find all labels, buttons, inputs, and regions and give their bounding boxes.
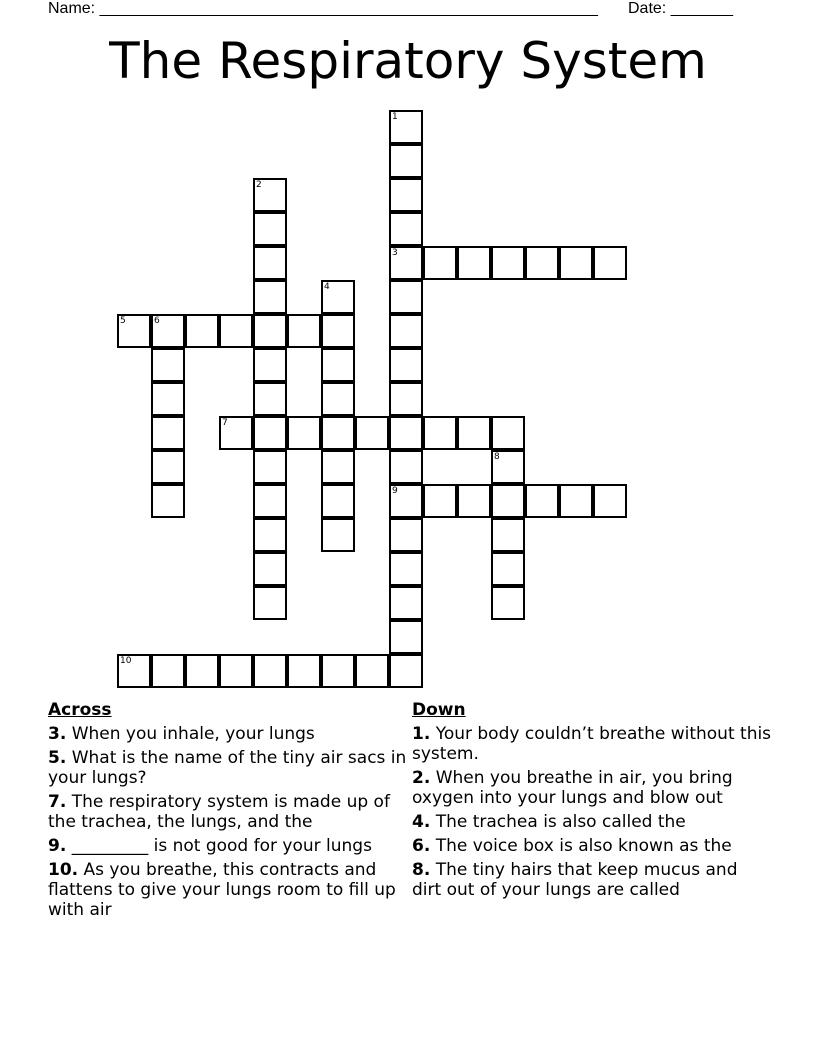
grid-cell[interactable] [253,552,287,586]
grid-cell[interactable] [423,246,457,280]
grid-cell[interactable] [219,314,253,348]
grid-cell[interactable] [219,416,253,450]
grid-cell[interactable] [355,416,389,450]
clue-number: 8. [412,860,431,880]
grid-cell[interactable] [321,518,355,552]
grid-cell[interactable] [389,552,423,586]
grid-cell[interactable] [491,416,525,450]
grid-cell[interactable] [559,484,593,518]
grid-cell[interactable] [559,246,593,280]
grid-cell[interactable] [151,382,185,416]
across-clue [48,836,408,856]
grid-cell[interactable] [321,416,355,450]
grid-cell[interactable] [151,654,185,688]
grid-cell[interactable] [219,654,253,688]
grid-cell[interactable] [491,518,525,552]
clue-text: The respiratory system is made up of the trachea, the lungs, and the [48,792,390,832]
grid-cell[interactable] [321,314,355,348]
clue-text: What is the name of the tiny air sacs in your lungs? [48,748,407,788]
grid-cell[interactable] [389,484,423,518]
clue-number: 3 [392,248,398,258]
grid-cell[interactable] [389,518,423,552]
clue-number: 7 [222,418,228,428]
grid-cell[interactable] [151,416,185,450]
clue-number: 10. [48,860,79,880]
across-heading: Across [48,700,112,720]
grid-cell[interactable] [491,552,525,586]
grid-cell[interactable] [491,450,525,484]
grid-cell[interactable] [525,246,559,280]
down-clue [412,860,772,900]
clue-text: _________ is not good for your lungs [66,836,372,856]
grid-cell[interactable] [389,416,423,450]
grid-cell[interactable] [253,348,287,382]
grid-cell[interactable] [457,484,491,518]
clue-number: 9. [48,836,67,856]
clue-number: 6. [412,836,431,856]
grid-cell[interactable] [389,280,423,314]
grid-cell[interactable] [253,212,287,246]
clue-number: 8 [494,452,500,462]
grid-cell[interactable] [151,450,185,484]
date-field-label: Date: _______ [628,0,733,17]
clue-text: When you breathe in air, you bring oxygen into your lungs and blow out [412,768,733,808]
grid-cell[interactable] [253,280,287,314]
grid-cell[interactable] [321,348,355,382]
grid-cell[interactable] [151,484,185,518]
grid-cell[interactable] [287,654,321,688]
grid-cell[interactable] [253,416,287,450]
grid-cell[interactable] [423,484,457,518]
grid-cell[interactable] [491,246,525,280]
grid-cell[interactable] [321,654,355,688]
grid-cell[interactable] [321,450,355,484]
across-clue [48,748,408,788]
grid-cell[interactable] [389,246,423,280]
grid-cell[interactable] [253,484,287,518]
clue-text: When you inhale, your lungs [66,724,315,744]
grid-cell[interactable] [457,416,491,450]
grid-cell[interactable] [389,348,423,382]
clue-text: The voice box is also known as the [430,836,732,856]
grid-cell[interactable] [253,382,287,416]
clue-number: 3. [48,724,67,744]
clue-number: 10 [120,656,132,666]
clue-number: 2 [256,180,262,190]
grid-cell[interactable] [389,178,423,212]
down-clue [412,812,772,832]
grid-cell[interactable] [321,484,355,518]
grid-cell[interactable] [389,654,423,688]
clue-text: As you breathe, this contracts and flattens to give your lungs room to fill up with air [48,860,396,920]
grid-cell[interactable] [185,654,219,688]
grid-cell[interactable] [593,246,627,280]
page-title: The Respiratory System [109,32,707,90]
clue-number: 1. [412,724,431,744]
down-clue [412,836,772,856]
grid-cell[interactable] [253,450,287,484]
across-clues [48,700,408,924]
grid-cell[interactable] [491,484,525,518]
grid-cell[interactable] [321,382,355,416]
grid-cell[interactable] [491,586,525,620]
grid-cell[interactable] [423,416,457,450]
clue-number: 5. [48,748,67,768]
grid-cell[interactable] [253,654,287,688]
across-clue [48,724,408,744]
clue-text: The tiny hairs that keep mucus and dirt out of your lungs are called [412,860,738,900]
clue-number: 7. [48,792,67,812]
grid-cell[interactable] [389,212,423,246]
grid-cell[interactable] [389,110,423,144]
grid-cell[interactable] [321,280,355,314]
grid-cell[interactable] [525,484,559,518]
across-clue [48,860,408,920]
grid-cell[interactable] [389,382,423,416]
grid-cell[interactable] [593,484,627,518]
grid-cell[interactable] [389,144,423,178]
clue-number: 5 [120,316,126,326]
grid-cell[interactable] [389,314,423,348]
clue-number: 9 [392,486,398,496]
down-clue [412,768,772,808]
grid-cell[interactable] [457,246,491,280]
clue-number: 1 [392,112,398,122]
name-field-label: Name: ________________________________________________________ [48,0,598,17]
clue-text: The trachea is also called the [430,812,686,832]
clue-number: 2. [412,768,431,788]
grid-cell[interactable] [389,450,423,484]
down-clues [412,700,772,904]
grid-cell[interactable] [355,654,389,688]
grid-cell[interactable] [253,246,287,280]
clue-number: 4 [324,282,330,292]
grid-cell[interactable] [117,654,151,688]
down-clue [412,724,772,764]
grid-cell[interactable] [389,620,423,654]
grid-cell[interactable] [117,314,151,348]
down-heading: Down [412,700,466,720]
grid-cell[interactable] [253,586,287,620]
grid-cell[interactable] [185,314,219,348]
grid-cell[interactable] [253,518,287,552]
grid-cell[interactable] [151,348,185,382]
clue-number: 4. [412,812,431,832]
grid-cell[interactable] [287,314,321,348]
grid-cell[interactable] [151,314,185,348]
across-clue [48,792,408,832]
grid-cell[interactable] [253,178,287,212]
clue-number: 6 [154,316,160,326]
grid-cell[interactable] [389,586,423,620]
clue-text: Your body couldn’t breathe without this system. [412,724,772,764]
grid-cell[interactable] [253,314,287,348]
grid-cell[interactable] [287,416,321,450]
